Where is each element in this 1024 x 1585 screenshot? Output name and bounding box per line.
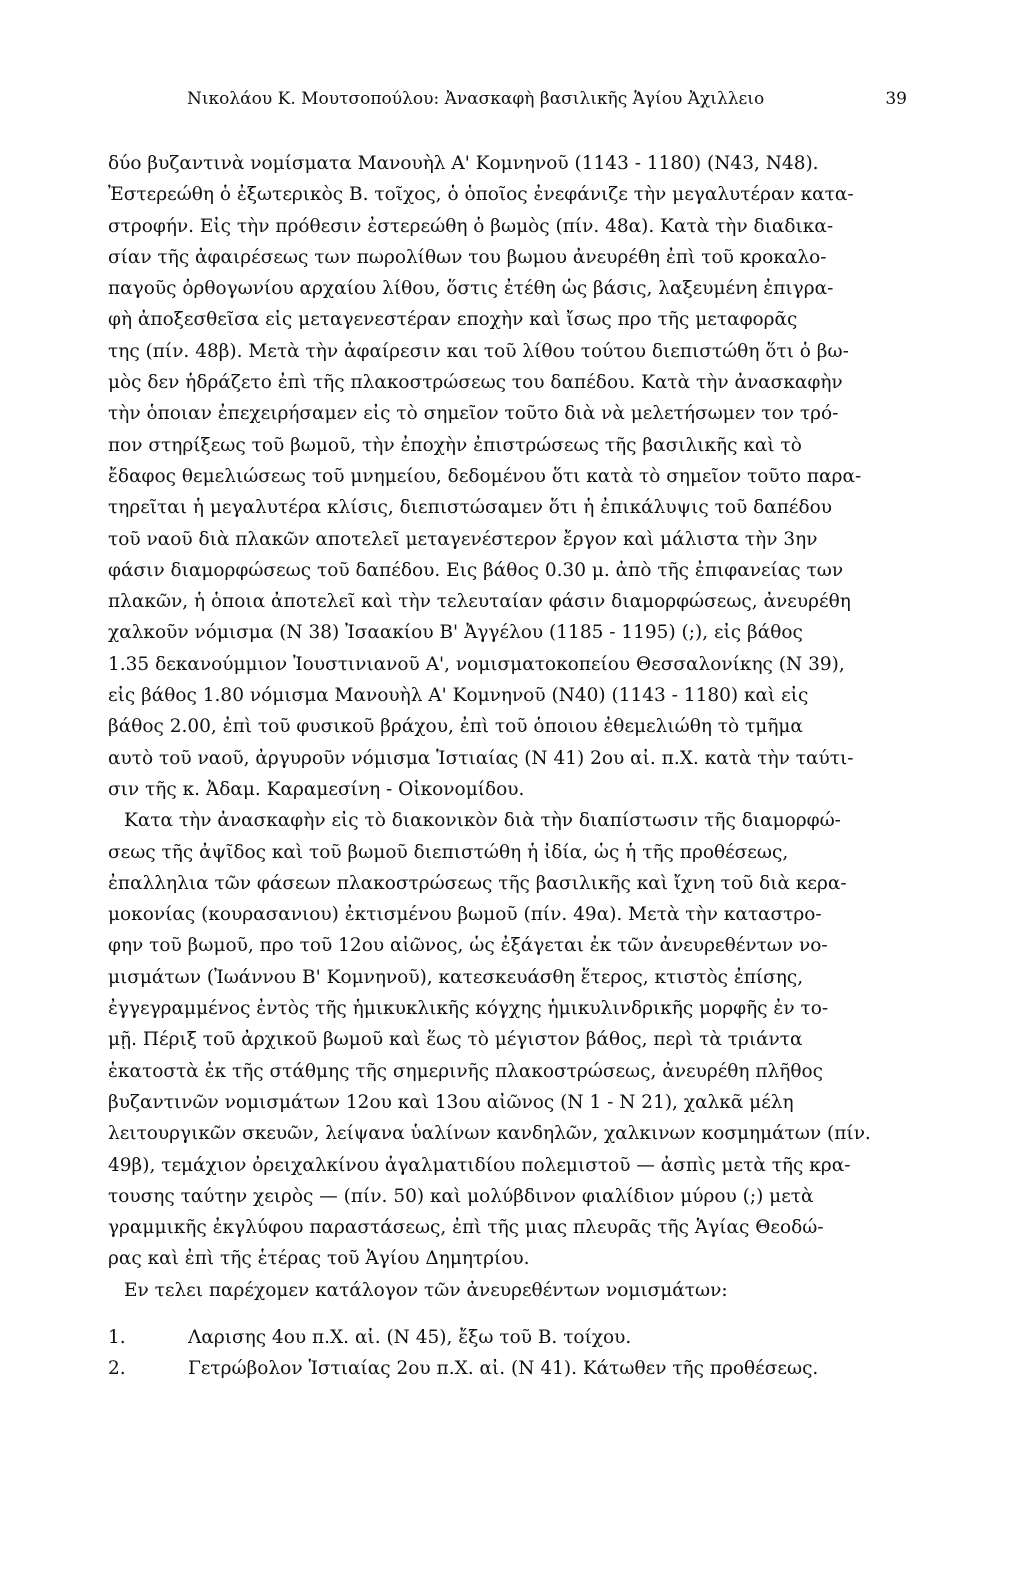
- text-line: πον στηρίξεως τοῦ βωμοῦ, τὴν ἐποχὴν ἐπιστρώσεως τῆς βασιλικῆς καὶ τὸ: [108, 434, 802, 456]
- text-line: τηρεῖται ἡ μεγαλυτέρα κλίσις, διεπιστώσαμεν ὅτι ἡ ἐπικάλυψις τοῦ δαπέδου: [108, 497, 833, 519]
- text-line: μοκονίας (κουρασανιου) ἐκτισμένου βωμοῦ (πίν. 49α). Μετὰ τὴν καταστρο-: [108, 904, 822, 926]
- text-line: ἐπαλληλια τῶν φάσεων πλακοστρώσεως τῆς βασιλικῆς καὶ ἴχνη τοῦ διὰ κερα-: [108, 872, 847, 894]
- text-line: μισμάτων (Ἰωάννου Β' Κομνηνοῦ), κατεσκευάσθη ἕτερος, κτιστὸς ἐπίσης,: [108, 966, 804, 988]
- list-item: [108, 1322, 908, 1353]
- text-line: στροφήν. Εἰς τὴν πρόθεσιν ἐστερεώθη ὁ βωμὸς (πίν. 48α). Κατὰ τὴν διαδικα-: [108, 215, 834, 237]
- text-line: σεως τῆς ἀψῖδος καὶ τοῦ βωμοῦ διεπιστώθη ἡ ἰδία, ὡς ἡ τῆς προθέσεως,: [108, 841, 789, 863]
- text-line: σιν τῆς κ. Ἀδαμ. Καραμεσίνη - Οἰκονομίδου.: [108, 778, 525, 800]
- text-line: μῇ. Πέριξ τοῦ ἀρχικοῦ βωμοῦ καὶ ἕως τὸ μέγιστον βάθος, περὶ τὰ τριάντα: [108, 1029, 803, 1051]
- text-line: παγοῦς ὀρθογωνίου αρχαίου λίθου, ὅστις ἐτέθη ὡς βάσις, λαξευμένη ἐπιγρα-: [108, 278, 834, 300]
- list-item-number: 2.: [108, 1357, 126, 1379]
- text-line: βυζαντινῶν νομισμάτων 12ου καὶ 13ου αἰῶνος (Ν 1 - Ν 21), χαλκᾶ μέλη: [108, 1091, 794, 1113]
- text-line: χαλκοῦν νόμισμα (Ν 38) Ἰσαακίου Β' Ἀγγέλου (1185 - 1195) (;), εἰς βάθος: [108, 622, 803, 644]
- list-item: [108, 1353, 908, 1384]
- page-number: 39: [885, 89, 907, 109]
- list-item-text: Γετρώβολον Ἱστιαίας 2ου π.Χ. αἰ. (Ν 41). Κάτωθεν τῆς προθέσεως.: [188, 1357, 819, 1379]
- list-item-text: Λαρισης 4ου π.Χ. αἰ. (Ν 45), ἔξω τοῦ Β. τοίχου.: [188, 1326, 632, 1348]
- text-line: τοῦ ναοῦ διὰ πλακῶν αποτελεῖ μεταγενέστερον ἔργον καὶ μάλιστα τὴν 3ην: [108, 528, 818, 550]
- closing-line: Εν τελει παρέχομεν κατάλογον τῶν ἀνευρεθέντων νομισμάτων:: [124, 1279, 728, 1301]
- text-line: ρας καὶ ἐπὶ τῆς ἑτέρας τοῦ Ἁγίου Δημητρίου.: [108, 1248, 530, 1270]
- text-line: γραμμικῆς ἐκγλύφου παραστάσεως, ἐπὶ τῆς μιας πλευρᾶς τῆς Ἁγίας Θεοδώ-: [108, 1217, 824, 1239]
- text-line: λειτουργικῶν σκευῶν, λείψανα ὑαλίνων κανδηλῶν, χαλκινων κοσμημάτων (πίν.: [108, 1123, 871, 1145]
- text-line: 49β), τεμάχιον ὀρειχαλκίνου ἀγαλματιδίου πολεμιστοῦ — ἀσπὶς μετὰ τῆς κρα-: [108, 1154, 851, 1176]
- text-line: ἑκατοστὰ ἐκ τῆς στάθμης τῆς σημερινῆς πλακοστρώσεως, ἀνευρέθη πλῆθος: [108, 1060, 824, 1082]
- running-head: [187, 84, 907, 114]
- text-line: ἔδαφος θεμελιώσεως τοῦ μνημείου, δεδομένου ὅτι κατὰ τὸ σημεῖον τοῦτο παρα-: [108, 465, 862, 487]
- text-line: φάσιν διαμορφώσεως τοῦ δαπέδου. Εις βάθος 0.30 μ. ἀπὸ τῆς ἐπιφανείας των: [108, 559, 844, 581]
- text-line: Ἐστερεώθη ὁ ἐξωτερικὸς Β. τοῖχος, ὁ ὁποῖος ἐνεφάνιζε τὴν μεγαλυτέραν κατα-: [108, 184, 854, 206]
- text-line: αυτὸ τοῦ ναοῦ, ἀργυροῦν νόμισμα Ἱστιαίας (Ν 41) 2ου αἰ. π.Χ. κατὰ τὴν ταύτι-: [108, 747, 854, 769]
- text-line: φην τοῦ βωμοῦ, προ τοῦ 12ου αἰῶνος, ὡς ἐξάγεται ἐκ τῶν ἀνευρεθέντων νο-: [108, 935, 828, 957]
- running-head-title: Νικολάου Κ. Μουτσοπούλου: Ἀνασκαφὴ βασιλικῆς Ἁγίου Ἀχιλλειο: [187, 89, 765, 109]
- text-line: βάθος 2.00, ἐπὶ τοῦ φυσικοῦ βράχου, ἐπὶ τοῦ ὁποιου ἐθεμελιώθη τὸ τμῆμα: [108, 716, 803, 738]
- text-line: ἐγγεγραμμένος ἐντὸς τῆς ἡμικυκλικῆς κόγχης ἡμικυλινδρικῆς μορφῆς ἐν το-: [108, 998, 829, 1020]
- text-line: δύο βυζαντινὰ νομίσματα Μανουὴλ Α' Κομνηνοῦ (1143 - 1180) (Ν43, Ν48).: [108, 153, 819, 174]
- text-line: εἰς βάθος 1.80 νόμισμα Μανουὴλ Α' Κομνηνοῦ (Ν40) (1143 - 1180) καὶ εἰς: [108, 685, 809, 707]
- text-line: 1.35 δεκανούμμιον Ἰουστινιανοῦ Α', νομισματοκοπείου Θεσσαλονίκης (Ν 39),: [108, 653, 845, 675]
- text-line: της (πίν. 48β). Μετὰ τὴν ἀφαίρεσιν και τοῦ λίθου τούτου διεπιστώθη ὅτι ὁ βω-: [108, 340, 849, 362]
- text-line: πλακῶν, ἡ ὁποια ἀποτελεῖ καὶ τὴν τελευταίαν φάσιν διαμορφώσεως, ἀνευρέθη: [108, 591, 851, 613]
- text-line: τὴν ὁποιαν ἐπεχειρήσαμεν εἰς τὸ σημεῖον τοῦτο διὰ νὰ μελετήσωμεν τον τρό-: [108, 403, 839, 425]
- text-line: Κατα τὴν ἀνασκαφὴν εἰς τὸ διακονικὸν διὰ τὴν διαπίστωσιν τῆς διαμορφώ-: [124, 810, 841, 832]
- text-line: τουσης ταύτην χειρὸς — (πίν. 50) καὶ μολύβδινον φιαλίδιον μύρου (;) μετὰ: [108, 1185, 814, 1207]
- list-item-number: 1.: [108, 1326, 126, 1348]
- text-line: φὴ ἀποξεσθεῖσα εἰς μεταγενεστέραν εποχὴν καὶ ἴσως προ τῆς μεταφορᾶς: [108, 309, 798, 331]
- list-spacer: [108, 1306, 908, 1322]
- text-line: μὸς δεν ἡδράζετο ἐπὶ τῆς πλακοστρώσεως του δαπέδου. Κατὰ τὴν ἀνασκαφὴν: [108, 372, 843, 394]
- body-text: [108, 148, 908, 1384]
- text-line: σίαν τῆς ἀφαιρέσεως των πωρολίθων του βωμου ἀνευρέθη ἐπὶ τοῦ κροκαλο-: [108, 246, 827, 268]
